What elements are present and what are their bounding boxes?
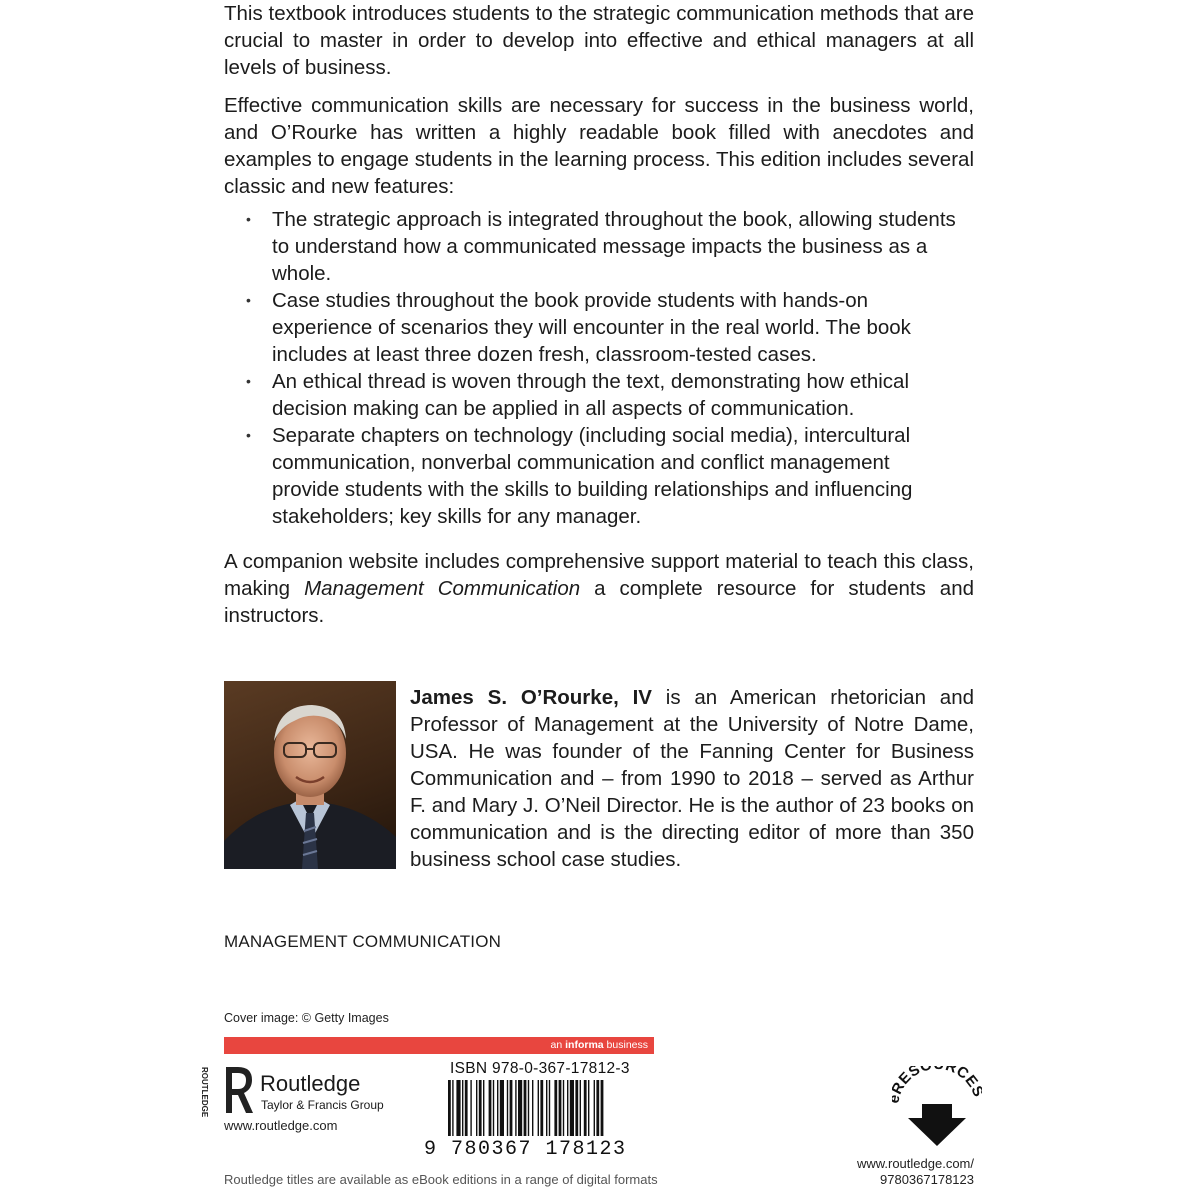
barcode-bar [540,1080,543,1136]
bullet-icon: • [246,211,251,227]
publisher-group: Taylor & Francis Group [261,1098,384,1112]
barcode-bar [518,1080,522,1136]
svg-text:eRESOURCES [892,1066,982,1105]
barcode-bar [476,1080,477,1136]
barcode-bar [489,1080,492,1136]
barcode-bar [549,1080,550,1136]
barcode-bar [538,1080,539,1136]
barcode-bar [570,1080,574,1136]
barcode-bar [596,1080,599,1136]
companion-paragraph: A companion website includes comprehensive support material to teach this class, making Management Communication a complete resource for students and instructors. [224,550,974,627]
barcode-bar [497,1080,498,1136]
list-item: • Case studies throughout the book provide students with hands-on experience of scenarios they will encounter in the real world. The book includes at least three dozen fresh, classroom-tested cases. [246,289,911,366]
barcode-bar [580,1080,581,1136]
barcode-bar [567,1080,568,1136]
publisher-name: Routledge [260,1071,361,1096]
list-item: • Separate chapters on technology (including social media), intercultural communication, nonverbal communication and conflict management provide students with the skills to building relationships and influencing stakeholders; key skills for any manager. [246,424,913,528]
barcode-bar [563,1080,564,1136]
author-bio: James S. O’Rourke, IV is an American rhetorician and Professor of Management at the University of Notre Dame, USA. He was founder of the Fanning Center for Business Communication and – from 1990 to 2018 – served as Arthur F. and Mary J. O’Neil Director. He is the author of 23 books on communication and is the directing editor of more than 350 business school case studies. [410,686,974,871]
eresources-url[interactable]: www.routledge.com/ 9780367178123 [856,1156,974,1187]
bullet-icon: • [246,292,251,308]
barcode-bar [500,1080,504,1136]
informa-label: an informa business [550,1039,648,1051]
barcode-bar [483,1080,484,1136]
series-label: MANAGEMENT COMMUNICATION [224,932,502,951]
barcode-bar [584,1080,587,1136]
cover-credit: Cover image: © Getty Images [224,1011,389,1025]
routledge-logo [200,1065,414,1120]
barcode-bar [456,1080,460,1136]
barcode-bar [479,1080,482,1136]
barcode-bar [594,1080,595,1136]
bullet-icon: • [246,373,251,389]
eresources-logo [892,1066,982,1157]
features-list [244,206,956,530]
barcode-bar [515,1080,516,1136]
barcode-bar [588,1080,589,1136]
author-photo [224,681,396,869]
barcode-bar [448,1080,451,1136]
barcode-bar [507,1080,508,1136]
barcode-bar [532,1080,533,1136]
barcode-bar [470,1080,471,1136]
barcode-bar [546,1080,547,1136]
barcode-bar [452,1080,453,1136]
barcode-bar [554,1080,557,1136]
publisher-website[interactable]: www.routledge.com [224,1118,338,1133]
book-title-italic: Management Communication [304,577,581,600]
barcode-bar [559,1080,562,1136]
isbn-digits: 9 780367 178123 [424,1138,627,1161]
barcode-bar [575,1080,578,1136]
intro-paragraph-1: This textbook introduces students to the strategic communication methods that are crucial to master in order to develop into effective and ethical managers at all levels of business. [224,2,974,79]
informa-bar [224,1037,654,1054]
barcode-bar [528,1080,529,1136]
ebook-note: Routledge titles are available as eBook editions in a range of digital formats [224,1172,658,1187]
barcode-bar [510,1080,513,1136]
bullet-icon: • [246,427,251,443]
author-name: James S. O’Rourke, IV [410,686,652,709]
eresources-label: ES RCE [895,1066,982,1091]
list-item: • An ethical thread is woven through the text, demonstrating how ethical decision making can be applied in all aspects of communication. [246,370,910,420]
barcode-bar [493,1080,494,1136]
barcode-bar [524,1080,527,1136]
list-item: • The strategic approach is integrated throughout the book, allowing students to understand how a communicated message impacts the business as a whole. [246,208,956,285]
isbn-barcode [448,1080,648,1145]
barcode-bar [601,1080,604,1136]
routledge-vertical-mark: ROUTLEDGE [200,1067,209,1118]
barcode-bar [465,1080,468,1136]
barcode-bar [462,1080,463,1136]
intro-paragraph-2: Effective communication skills are necessary for success in the business world, and O’Rourke has written a highly readable book filled with anecdotes and examples to engage students in the learning process. This edition includes several classic and new features: [224,94,974,198]
isbn-label: ISBN 978-0-367-17812-3 [450,1060,630,1077]
